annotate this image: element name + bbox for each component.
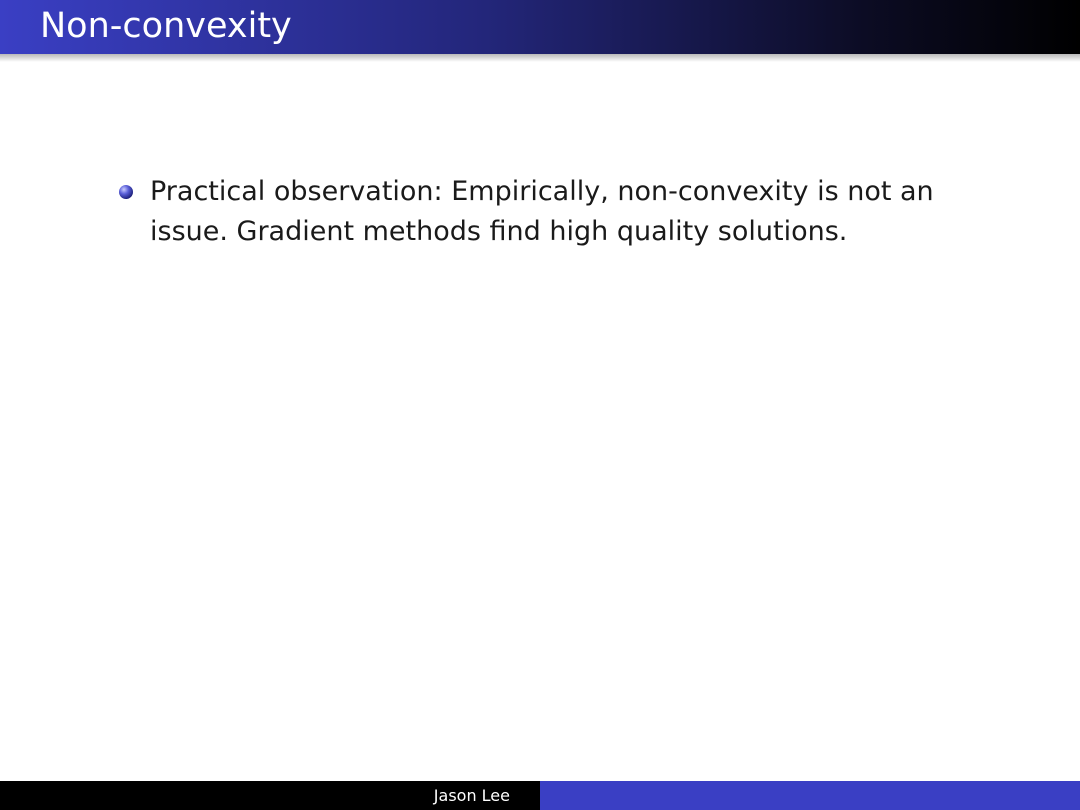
bullet-text: Practical observation: Empirically, non-convexity is not an issue. Gradient methods find high quality solutions. bbox=[150, 176, 934, 247]
slide-content bbox=[118, 172, 978, 252]
footer-author: Jason Lee bbox=[433, 786, 510, 805]
footer-left-panel bbox=[0, 781, 540, 810]
footer-right-panel bbox=[540, 781, 1080, 810]
footer bbox=[0, 781, 1080, 810]
slide-title: Non-convexity bbox=[40, 6, 292, 46]
ball-bullet-icon bbox=[119, 185, 133, 199]
bullet-item bbox=[118, 172, 978, 252]
title-bar bbox=[0, 0, 1080, 54]
title-shadow bbox=[0, 54, 1080, 62]
